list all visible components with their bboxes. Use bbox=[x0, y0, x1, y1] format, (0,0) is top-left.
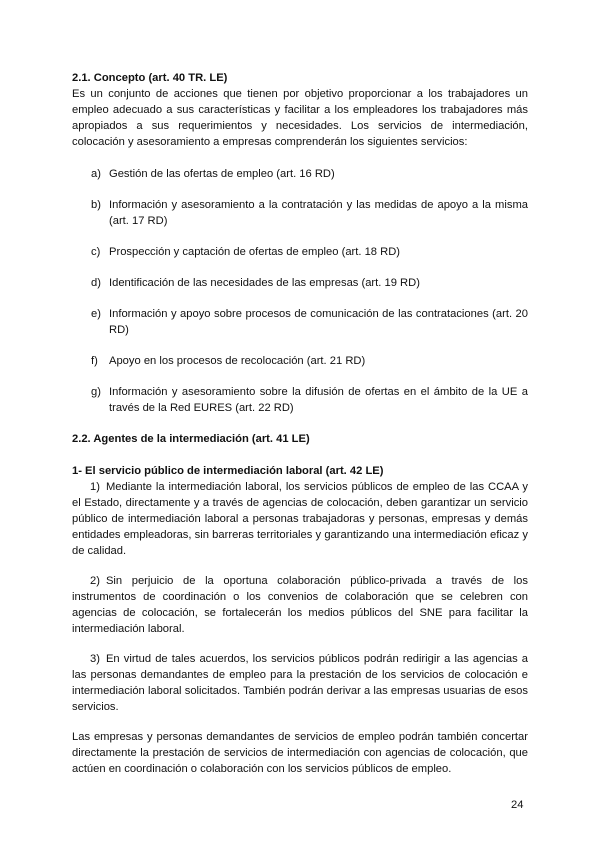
list-item-text: Información y asesoramiento sobre la difusión de ofertas en el ámbito de la UE a través de la Red EURES (art. 22 RD) bbox=[109, 386, 528, 414]
number-marker: 3) bbox=[90, 653, 100, 665]
list-item-text: Gestión de las ofertas de empleo (art. 16 RD) bbox=[109, 168, 335, 180]
list-item bbox=[72, 353, 528, 369]
list-marker: f) bbox=[91, 355, 98, 367]
paragraph-text: En virtud de tales acuerdos, los servicios públicos podrán redirigir a las agencias a las personas demandantes de empleo para la prestación de los servicios de colocación e intermediación laboral solicitados. También podrán derivar a las empresas usuarias de esos servicios. bbox=[72, 653, 528, 713]
section-2-1-title: 2.1. Concepto (art. 40 TR. LE) bbox=[72, 72, 228, 84]
list-item bbox=[72, 197, 528, 229]
list-marker: c) bbox=[91, 246, 101, 258]
list-item bbox=[72, 244, 528, 260]
closing-paragraph: Las empresas y personas demandantes de servicios de empleo podrán también concertar directamente la prestación de servicios de intermediación con agencias de colocación, que actúen en coordinación o colaboración con los servicios públicos de empleo. bbox=[72, 731, 528, 775]
list-marker: e) bbox=[91, 308, 101, 320]
list-item bbox=[72, 384, 528, 416]
section-2-1-intro: Es un conjunto de acciones que tienen por objetivo proporcionar a los trabajadores un empleo adecuado a sus características y facilitar a los empleadores los trabajadores más apropiados a sus requerimientos y necesidades. Los servicios de intermediación, colocación y asesoramiento a empresas comprenderán los siguientes servicios: bbox=[72, 88, 528, 148]
numbered-paragraph bbox=[72, 479, 528, 559]
list-marker: a) bbox=[91, 168, 101, 180]
list-item-text: Apoyo en los procesos de recolocación (art. 21 RD) bbox=[109, 355, 366, 367]
section-2-2-subtitle: 1- El servicio público de intermediación laboral (art. 42 LE) bbox=[72, 465, 384, 477]
list-marker: g) bbox=[91, 386, 101, 398]
list-item bbox=[72, 275, 528, 291]
section-2-2-title: 2.2. Agentes de la intermediación (art. 41 LE) bbox=[72, 433, 310, 445]
list-item bbox=[72, 166, 528, 182]
list-item-text: Información y asesoramiento a la contratación y las medidas de apoyo a la misma (art. 17 RD) bbox=[109, 199, 528, 227]
paragraph-text: Sin perjuicio de la oportuna colaboración público-privada a través de los instrumentos de coordinación o los convenios de colaboración que se celebren con agencias de colocación, se fortalecerán los medios públicos del SNE para facilitar la intermediación laboral. bbox=[72, 575, 528, 635]
list-item-text: Prospección y captación de ofertas de empleo (art. 18 RD) bbox=[109, 246, 401, 258]
number-marker: 2) bbox=[90, 575, 100, 587]
list-marker: b) bbox=[91, 199, 101, 211]
list-marker: d) bbox=[91, 277, 101, 289]
paragraph-text: Mediante la intermediación laboral, los servicios públicos de empleo de las CCAA y el Estado, directamente y a través de agencias de colocación, deben garantizar un servicio público de intermediación laboral a personas trabajadoras y personas, empresas y demás entidades empleadoras, sin barreras territoriales y garantizando una intermediación eficaz y de calidad. bbox=[72, 481, 528, 557]
list-item-text: Información y apoyo sobre procesos de comunicación de las contrataciones (art. 20 RD) bbox=[109, 308, 528, 336]
list-item bbox=[72, 306, 528, 338]
page-content bbox=[72, 70, 528, 777]
page-number: 24 bbox=[511, 799, 524, 811]
list-item-text: Identificación de las necesidades de las empresas (art. 19 RD) bbox=[109, 277, 420, 289]
services-list bbox=[72, 166, 528, 416]
number-marker: 1) bbox=[90, 481, 100, 493]
numbered-paragraph bbox=[72, 573, 528, 637]
numbered-paragraph bbox=[72, 651, 528, 715]
